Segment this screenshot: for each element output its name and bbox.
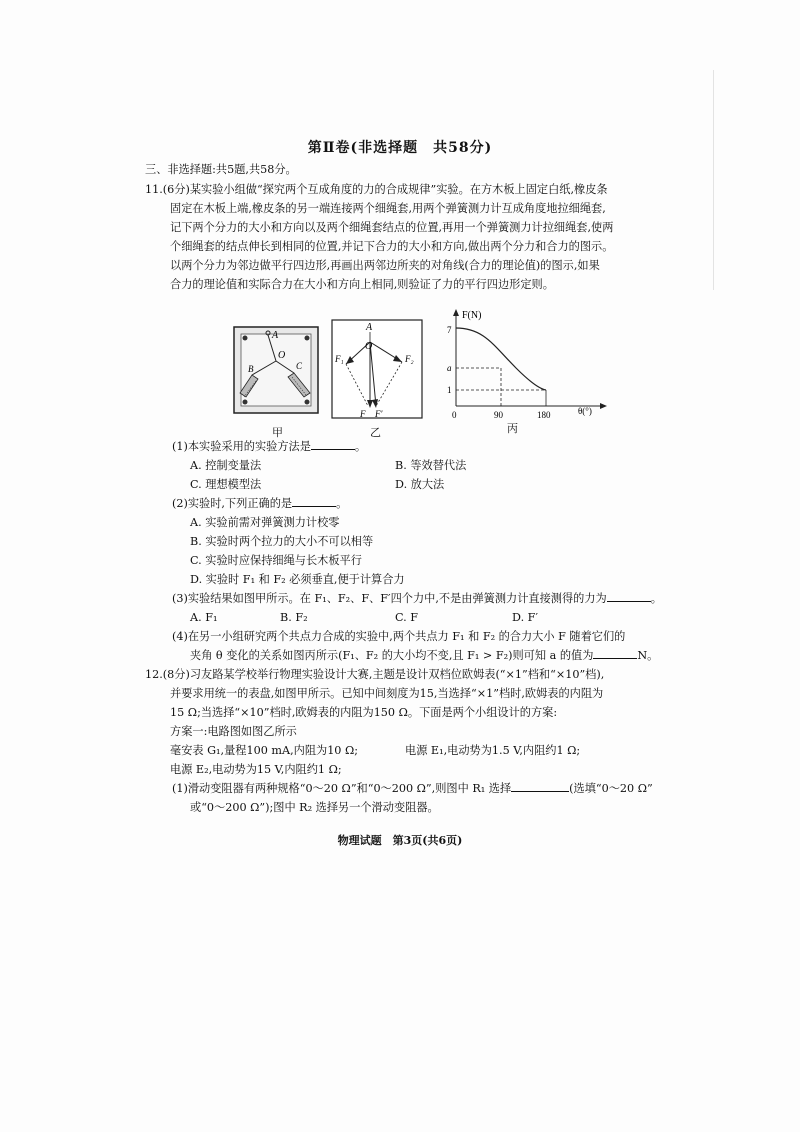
graph-xtick: 180 [537, 410, 551, 420]
q11-sub2-text: (2)实验时,下列正确的是 [172, 497, 293, 510]
fig1-label-o: O [278, 350, 286, 361]
fig2-label-f2: F₂ [405, 354, 414, 364]
graph-ylabel: F(N) [462, 310, 482, 321]
answer-blank[interactable] [311, 437, 355, 450]
fig1-label-b: B [248, 364, 254, 374]
q11-sub2-option: B. 实验时两个拉力的大小不可以相等 [190, 535, 374, 548]
q11-sub1-option: C. 理想模型法 [190, 478, 262, 491]
q11-stem-line: 合力的理论值和实际合力在大小和方向上相同,则验证了力的平行四边形定则。 [170, 278, 554, 291]
q11-sub4-line: (4)在另一小组研究两个共点力合成的实验中,两个共点力 F₁ 和 F₂ 的合力大小 F 随着它们的 [172, 630, 626, 643]
q11-sub3-option: C. F [395, 611, 419, 624]
graph-xtick: 90 [494, 410, 503, 420]
q11-stem-line: 以两个分力为邻边做平行四边形,再画出两邻边所夹的对角线(合力的理论值)的图示,如果 [170, 259, 600, 272]
q12-stem-line: 15 Ω;当选择“×10”档时,欧姆表的内阻为150 Ω。下面是两个小组设计的方案: [170, 706, 558, 719]
section-title: 第Ⅱ卷(非选择题 共58分) [307, 140, 493, 156]
q11-stem-line: 11.(6分)某实验小组做“探究两个互成角度的力的合成规律”实验。在方木板上固定白纸,橡皮条 [145, 183, 608, 196]
q11-stem-line: 个细绳套的结点伸长到相同的位置,并记下合力的大小和方向,做出两个分力和合力的图示。 [170, 240, 614, 253]
q12-stem-line: 方案一:电路图如图乙所示 [170, 725, 297, 738]
q12-source2: 电源 E₂,电动势为15 V,内阻约1 Ω; [170, 763, 342, 776]
answer-blank[interactable] [292, 494, 336, 507]
graph-ytick: a [447, 363, 452, 373]
q11-stem-line: 固定在木板上端,橡皮条的另一端连接两个细绳套,用两个弹簧测力计互成角度地拉细绳套, [170, 202, 606, 215]
q12-stem-line: 12.(8分)习友路某学校举行物理实验设计大赛,主题是设计双档位欧姆表(“×1”档和“×10”档), [145, 668, 605, 681]
q12-sub1-line2: 或“0～200 Ω”);图中 R₂ 选择另一个滑动变阻器。 [190, 801, 439, 814]
fig-caption-yi: 乙 [370, 426, 381, 439]
q12-meter: 毫安表 G₁,量程100 mA,内阻为10 Ω; [170, 744, 359, 757]
q12-source1: 电源 E₁,电动势为1.5 V,内阻约1 Ω; [405, 744, 581, 757]
q11-sub3-option: B. F₂ [280, 611, 308, 624]
fig-caption-bing: 丙 [507, 422, 518, 435]
q11-sub2-option: A. 实验前需对弹簧测力计校零 [190, 516, 340, 529]
q11-sub3-option: D. F′ [512, 611, 538, 624]
part-heading: 三、非选择题:共5题,共58分。 [145, 163, 297, 176]
answer-blank[interactable] [511, 779, 569, 792]
q11-sub1-option: D. 放大法 [395, 478, 445, 491]
q11-sub1-option: A. 控制变量法 [190, 459, 262, 472]
q11-stem-line: 记下两个分力的大小和方向以及两个细绳套结点的位置,再用一个弹簧测力计拉细绳套,使两 [170, 221, 614, 234]
q11-sub1-option: B. 等效替代法 [395, 459, 467, 472]
q11-sub4-unit: N。 [637, 649, 659, 662]
graph-ytick: 1 [447, 385, 452, 395]
q11-sub3-text: (3)实验结果如图甲所示。在 F₁、F₂、F、F′四个力中,不是由弹簧测力计直接测得的力为 [172, 592, 607, 605]
q11-sub4-line [190, 646, 658, 665]
page-edge-line [713, 70, 714, 290]
page-footer: 物理试题 第3页(共6页) [337, 834, 463, 847]
q11-sub3-option: A. F₁ [190, 611, 218, 624]
graph-ytick: 7 [447, 325, 452, 335]
figure-yi [330, 318, 426, 422]
fig-caption-jia: 甲 [272, 426, 283, 439]
fig2-label-f: F [360, 409, 366, 419]
q12-sub1-hint: (选填“0～20 Ω” [569, 782, 653, 795]
figure-bing-graph [444, 306, 614, 424]
q11-sub2-option: C. 实验时应保持细绳与长木板平行 [190, 554, 362, 567]
q11-sub4-text: 夹角 θ 变化的关系如图丙所示(F₁、F₂ 的大小均不变,且 F₁ > F₂)则可知 a 的值为 [190, 649, 594, 662]
fig1-label-c: C [296, 361, 303, 371]
answer-blank[interactable] [607, 589, 651, 602]
fig2-label-fprime: F′ [375, 409, 383, 419]
fig2-label-o: O [365, 341, 373, 352]
fig1-label-a: A [272, 330, 279, 341]
graph-xlabel: θ(°) [578, 406, 592, 416]
fig2-label-f1: F₁ [335, 354, 344, 364]
q12-sub1-text: (1)滑动变阻器有两种规格“0～20 Ω”和“0～200 Ω”,则图中 R₁ 选择 [172, 782, 512, 795]
q11-sub2: (2)实验时,下列正确的是 。 [172, 494, 347, 513]
q11-sub1: (1)本实验采用的实验方法是 。 [172, 437, 366, 456]
answer-blank[interactable] [593, 646, 637, 659]
q11-sub2-option: D. 实验时 F₁ 和 F₂ 必须垂直,便于计算合力 [190, 573, 405, 586]
q12-stem-line: 并要求用统一的表盘,如图甲所示。已知中间刻度为15,当选择“×1”档时,欧姆表的内阻为 [170, 687, 604, 700]
fig2-label-a: A [366, 322, 373, 333]
graph-xtick: 0 [452, 410, 457, 420]
figure-jia [232, 325, 322, 425]
q11-sub3: (3)实验结果如图甲所示。在 F₁、F₂、F、F′四个力中,不是由弹簧测力计直接测得的力为 。 [172, 589, 662, 608]
q12-sub1 [172, 779, 653, 798]
q11-sub1-text: (1)本实验采用的实验方法是 [172, 440, 311, 453]
